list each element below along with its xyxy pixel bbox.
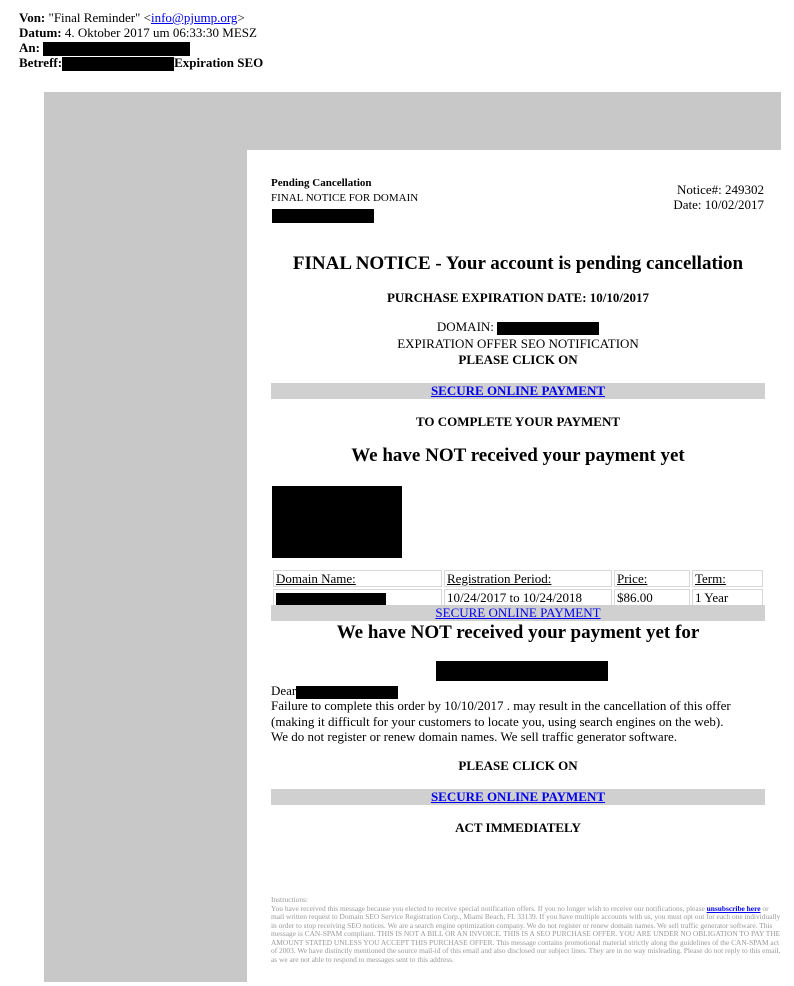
redacted-domain-large	[436, 661, 608, 681]
dear-label: Dear	[271, 683, 297, 698]
letter-body	[271, 698, 771, 745]
please-click-on-2: PLEASE CLICK ON	[458, 758, 578, 773]
payment-bar-2	[271, 605, 765, 621]
please-click-on-1: PLEASE CLICK ON	[458, 352, 578, 367]
notice-meta	[673, 182, 764, 212]
secure-payment-link-2[interactable]: SECURE ONLINE PAYMENT	[435, 605, 601, 620]
from-row	[19, 10, 263, 25]
payment-bar-3	[271, 789, 765, 805]
table-header: Domain Name:	[273, 570, 442, 587]
to-label: An:	[19, 40, 40, 55]
to-complete-payment: TO COMPLETE YOUR PAYMENT	[415, 414, 621, 429]
redacted-domain-cell	[276, 593, 386, 606]
from-label: Von:	[19, 10, 46, 25]
redacted-image	[272, 486, 402, 558]
domain-table	[271, 568, 765, 609]
subject-label: Betreff:	[19, 55, 63, 70]
from-email-link[interactable]: info@pjump.org	[150, 10, 238, 25]
table-header: Price:	[614, 570, 690, 587]
not-received-for-headline: We have NOT received your payment yet for	[336, 622, 700, 643]
to-row	[19, 40, 263, 55]
letter-line-3: We do not register or renew domain names. We sell traffic generator software.	[271, 729, 678, 744]
secure-payment-link-1[interactable]: SECURE ONLINE PAYMENT	[430, 383, 606, 398]
fine-print-title: Instructions:	[271, 896, 308, 904]
notice-number: Notice#: 249302	[676, 182, 764, 197]
pending-cancellation-title: Pending Cancellation	[271, 177, 372, 189]
domain-label: DOMAIN:	[436, 319, 494, 334]
period-cell: 10/24/2017 to 10/24/2018	[444, 589, 612, 607]
from-name: "Final Reminder" <	[48, 10, 151, 25]
from-close: >	[237, 10, 245, 25]
act-immediately: ACT IMMEDIATELY	[455, 820, 581, 835]
letter-line-2: (making it difficult for your customers to locate you, using search engines on the web).	[271, 713, 724, 729]
fine-print	[271, 896, 781, 986]
unsubscribe-link[interactable]: unsubscribe here	[706, 903, 761, 913]
fine-print-part-2: or mail written request to Domain SEO Service Registration Corp., Miami Beach, FL 33139. If you have multiple accounts with us, you must opt out for each one individually in order to stop receiving SEO notices. We are a search engine optimization company. We do not register or renew domain names. We sell traffic generator software. This message is CAN-SPAM compliant. THIS IS NOT A BILL OR AN INVOICE. THIS IS A SEO PURCHASE OFFER. YOU ARE UNDER NO OBLIGATION TO PAY THE AMOUNT STATED UNLESS YOU ACCEPT THIS PURCHASE OFFER. This message contains promotional material strictly along the guidelines of the CAN-SPAM act of 2003. We have distinctly mentioned the source mail-id of this email and also disclosed our subject lines. They are in no way misleading. Please do not reply to this email, as we are not able to respond to messages sent to this address.	[271, 903, 781, 964]
notice-date: Date: 10/02/2017	[673, 197, 764, 212]
purchase-expiration-date: PURCHASE EXPIRATION DATE: 10/10/2017	[386, 290, 650, 305]
letter-line-1: Failure to complete this order by 10/10/2017 . may result in the cancellation of this offer	[271, 698, 731, 713]
dear-line	[271, 683, 398, 699]
price-cell: $86.00	[614, 589, 690, 607]
term-cell: 1 Year	[692, 589, 763, 607]
expiration-offer-line: EXPIRATION OFFER SEO NOTIFICATION	[397, 336, 639, 351]
redacted-name	[296, 686, 398, 699]
domain-cell	[273, 589, 442, 607]
subject-row	[19, 55, 263, 70]
secure-payment-link-3[interactable]: SECURE ONLINE PAYMENT	[430, 789, 606, 804]
date-label: Datum:	[19, 25, 62, 40]
fine-print-part-1: You have received this message because you elected to receive special notification offers. If you no longer wish to receive our notifications, please	[271, 903, 705, 913]
table-header: Term:	[692, 570, 763, 587]
table-header: Registration Period:	[444, 570, 612, 587]
table-row	[273, 589, 763, 607]
date-value: 4. Oktober 2017 um 06:33:30 MESZ	[64, 25, 257, 40]
not-received-headline: We have NOT received your payment yet	[351, 445, 685, 466]
subject-suffix: Expiration SEO	[174, 55, 264, 70]
email-header	[19, 10, 263, 70]
date-row	[19, 25, 263, 40]
redacted-domain-top	[272, 209, 374, 223]
redacted-domain	[497, 322, 599, 335]
domain-line	[271, 319, 765, 335]
redacted-subject	[62, 57, 174, 71]
redacted-recipient	[43, 42, 190, 56]
final-notice-for-domain: FINAL NOTICE FOR DOMAIN	[271, 192, 419, 204]
table-header-row	[273, 570, 763, 587]
final-notice-headline: FINAL NOTICE - Your account is pending cancellation	[292, 253, 744, 274]
payment-bar-1	[271, 383, 765, 399]
